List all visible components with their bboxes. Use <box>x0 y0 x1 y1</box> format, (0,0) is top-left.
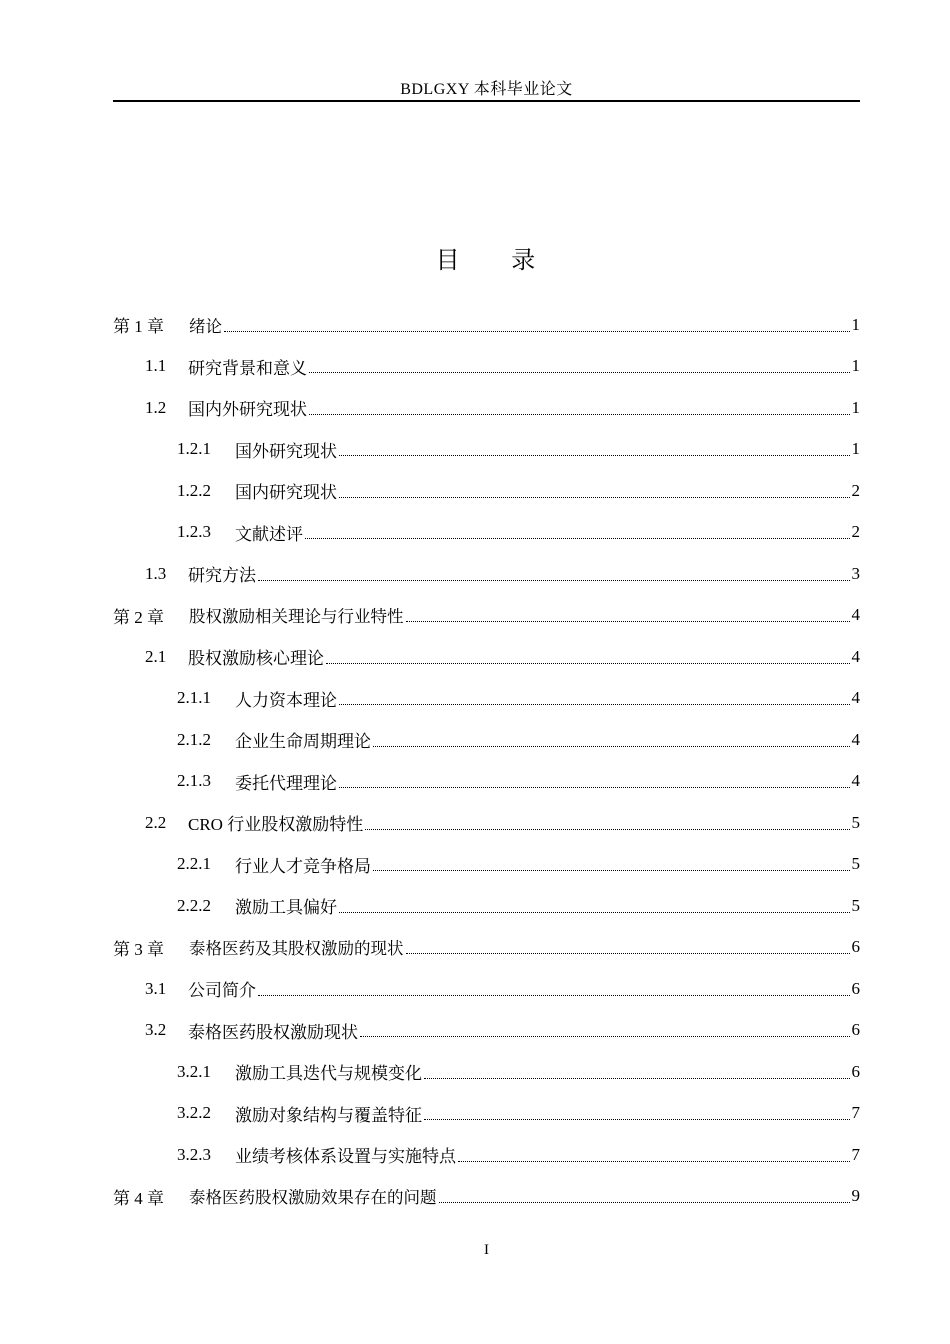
toc-dot-leader <box>339 786 850 788</box>
toc-dot-leader <box>258 579 850 581</box>
toc-entry-number: 1.2 <box>145 397 167 417</box>
toc-entry-label: 激励工具迭代与规模变化 <box>235 1064 422 1084</box>
page-number: I <box>484 1242 489 1258</box>
toc-dot-leader <box>373 745 850 747</box>
toc-entry-label: 股权激励相关理论与行业特性 <box>189 607 404 627</box>
toc-dot-leader <box>339 703 850 705</box>
toc-entry[interactable] <box>113 885 860 927</box>
toc-entry-number: 第 1 章 <box>113 317 164 337</box>
toc-entry-page: 1 <box>851 397 860 417</box>
toc-entry-page: 3 <box>851 563 860 583</box>
toc-dot-leader <box>406 952 850 954</box>
toc-entry-page: 9 <box>851 1186 860 1206</box>
toc-entry-label: 绪论 <box>189 316 222 336</box>
toc-entry-label: 国内研究现状 <box>235 483 337 503</box>
toc-entry-page: 4 <box>851 729 860 749</box>
toc-entry[interactable] <box>113 387 860 429</box>
toc-dot-leader <box>360 1035 850 1037</box>
toc-entry-number: 1.2.2 <box>177 480 211 500</box>
toc-entry[interactable] <box>113 1134 860 1176</box>
toc-entry-label: 泰格医药股权激励现状 <box>188 1022 358 1042</box>
toc-entry-number: 2.2 <box>145 812 167 832</box>
toc-entry-page: 7 <box>851 1103 860 1123</box>
toc-entry-number: 1.1 <box>145 356 167 376</box>
toc-entry-number: 3.2.1 <box>177 1061 211 1081</box>
toc-entry-page: 7 <box>851 1144 860 1164</box>
toc-entry-number: 1.2.3 <box>177 522 211 542</box>
toc-entry-page: 6 <box>851 1020 860 1040</box>
toc-entry-number: 第 3 章 <box>113 939 164 959</box>
toc-dot-leader <box>458 1160 850 1162</box>
toc-entry-number: 2.1 <box>145 646 167 666</box>
toc-dot-leader <box>258 994 850 996</box>
toc-dot-leader <box>305 537 850 539</box>
toc-entry-number: 第 4 章 <box>113 1188 164 1208</box>
toc-entry-label: 激励工具偏好 <box>235 898 337 918</box>
toc-entry[interactable] <box>113 844 860 886</box>
toc-entry[interactable] <box>113 1051 860 1093</box>
toc-entry-page: 6 <box>851 978 860 998</box>
table-of-contents <box>113 304 860 1217</box>
toc-entry-page: 5 <box>851 812 860 832</box>
toc-entry[interactable] <box>113 927 860 969</box>
toc-entry[interactable] <box>113 1176 860 1218</box>
toc-entry-number: 1.2.1 <box>177 439 211 459</box>
toc-entry-number: 2.1.3 <box>177 771 211 791</box>
toc-entry-label: 企业生命周期理论 <box>235 732 371 752</box>
toc-entry-number: 2.2.2 <box>177 895 211 915</box>
header-rule <box>113 100 860 102</box>
toc-entry[interactable] <box>113 429 860 471</box>
toc-entry-page: 6 <box>851 1061 860 1081</box>
toc-entry[interactable] <box>113 719 860 761</box>
toc-entry-label: 公司简介 <box>188 981 256 1001</box>
toc-entry-label: 行业人才竞争格局 <box>235 856 371 876</box>
toc-entry-number: 1.3 <box>145 563 167 583</box>
toc-dot-leader <box>339 911 850 913</box>
toc-dot-leader <box>339 454 850 456</box>
toc-entry-page: 2 <box>851 480 860 500</box>
toc-dot-leader <box>424 1118 850 1120</box>
toc-entry-page: 6 <box>851 937 860 957</box>
toc-entry[interactable] <box>113 304 860 346</box>
toc-entry-label: 研究方法 <box>188 566 256 586</box>
toc-entry-number: 2.2.1 <box>177 854 211 874</box>
toc-dot-leader <box>339 496 850 498</box>
toc-entry[interactable] <box>113 1093 860 1135</box>
toc-entry-label: 泰格医药股权激励效果存在的问题 <box>189 1188 437 1208</box>
toc-entry[interactable] <box>113 761 860 803</box>
toc-dot-leader <box>439 1201 850 1203</box>
toc-entry-page: 5 <box>851 895 860 915</box>
toc-entry-page: 2 <box>851 522 860 542</box>
toc-entry[interactable] <box>113 512 860 554</box>
toc-entry-label: 国外研究现状 <box>235 441 337 461</box>
toc-entry[interactable] <box>113 553 860 595</box>
toc-entry[interactable] <box>113 802 860 844</box>
toc-entry[interactable] <box>113 636 860 678</box>
toc-entry-page: 1 <box>851 356 860 376</box>
toc-entry-label: 泰格医药及其股权激励的现状 <box>189 939 404 959</box>
toc-dot-leader <box>406 620 850 622</box>
toc-entry-label: CRO 行业股权激励特性 <box>188 815 364 835</box>
toc-dot-leader <box>424 1077 850 1079</box>
toc-entry-label: 研究背景和意义 <box>188 358 307 378</box>
toc-entry[interactable] <box>113 346 860 388</box>
toc-entry[interactable] <box>113 968 860 1010</box>
toc-dot-leader <box>309 413 850 415</box>
toc-entry-number: 3.2 <box>145 1020 167 1040</box>
toc-entry-label: 委托代理理论 <box>235 773 337 793</box>
toc-dot-leader <box>365 828 849 830</box>
toc-entry-page: 5 <box>851 854 860 874</box>
toc-entry-label: 业绩考核体系设置与实施特点 <box>235 1147 456 1167</box>
toc-entry-number: 3.2.3 <box>177 1144 211 1164</box>
toc-entry-number: 第 2 章 <box>113 607 164 627</box>
toc-entry-number: 3.2.2 <box>177 1103 211 1123</box>
toc-entry-number: 2.1.1 <box>177 688 211 708</box>
toc-entry-number: 2.1.2 <box>177 729 211 749</box>
toc-entry-label: 激励对象结构与覆盖特征 <box>235 1105 422 1125</box>
toc-entry-page: 4 <box>851 605 860 625</box>
toc-dot-leader <box>224 330 850 332</box>
toc-entry-number: 3.1 <box>145 978 167 998</box>
toc-entry[interactable] <box>113 1010 860 1052</box>
toc-entry-label: 国内外研究现状 <box>188 400 307 420</box>
toc-dot-leader <box>326 662 850 664</box>
toc-entry-page: 4 <box>851 771 860 791</box>
toc-entry-label: 文献述评 <box>235 524 303 544</box>
toc-entry[interactable] <box>113 595 860 637</box>
toc-title: 目 录 <box>435 246 538 274</box>
toc-entry[interactable] <box>113 678 860 720</box>
toc-entry-page: 1 <box>851 439 860 459</box>
toc-dot-leader <box>373 869 850 871</box>
toc-entry-page: 1 <box>851 314 860 334</box>
toc-entry-label: 股权激励核心理论 <box>188 649 324 669</box>
toc-entry[interactable] <box>113 470 860 512</box>
toc-entry-label: 人力资本理论 <box>235 690 337 710</box>
toc-entry-page: 4 <box>851 646 860 666</box>
page-header: BDLGXY 本科毕业论文 <box>400 81 573 98</box>
toc-dot-leader <box>309 371 850 373</box>
toc-entry-page: 4 <box>851 688 860 708</box>
